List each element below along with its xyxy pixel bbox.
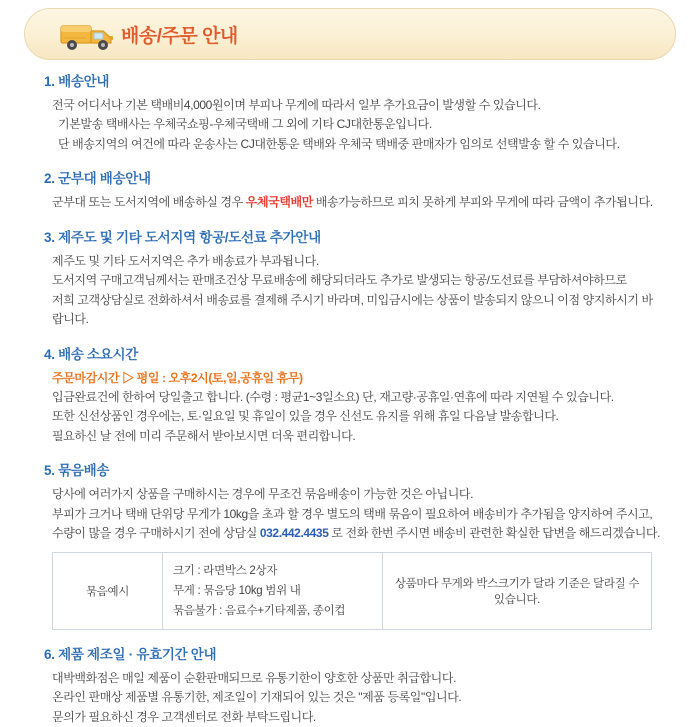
bundle-example-specs [163, 552, 383, 629]
section-line: 입금완료건에 한하여 당일출고 합니다. (수령 : 평균1~3일소요) 단, 재고량·공휴일·연휴에 따라 지연될 수 있습니다. [52, 389, 614, 404]
section-military-shipping [44, 167, 662, 212]
section-line: 필요하신 날 전에 미리 주문해서 받아보시면 더욱 편리합니다. [52, 428, 356, 443]
section-bundle-shipping [44, 459, 662, 630]
spec-line: 무게 : 묶음당 10kg 범위 내 [173, 584, 301, 597]
bundle-example-note: 상품마다 무게와 박스크기가 달라 기준은 달라질 수 있습니다. [394, 577, 640, 606]
bundle-example-table [52, 552, 652, 630]
order-deadline-notice: 주문마감시간 ▷ 평일 : 오후2시(토,일,공휴일 휴무) [52, 370, 303, 385]
section-title: 2. 군부대 배송안내 [44, 171, 151, 187]
section-title: 6. 제품 제조일 · 유효기간 안내 [44, 646, 217, 662]
section-line: 도서지역 구매고객님께서는 판매조건상 무료배송에 해당되더라도 추가로 발생되는 항공/도선료를 부담하셔야하므로 [52, 273, 627, 288]
section-line: 기본발송 택배사는 우체국쇼핑-우체국택배 그 외에 기타 CJ대한통운입니다. [58, 117, 432, 132]
page-header-banner [24, 8, 676, 60]
delivery-truck-icon [59, 18, 119, 54]
table-row [53, 552, 652, 629]
content-area [10, 66, 690, 727]
section-line: 군부대 또는 도서지역에 배송하실 경우 우체국택배만 배송가능하므로 피치 못하게 부피와 무게에 따라 금액이 추가됩니다. [52, 195, 653, 210]
section-title: 1. 배송안내 [44, 74, 110, 89]
section-shipping-info [44, 70, 662, 154]
section-line: 저희 고객상담실로 전화하셔서 배송료를 결제해 주시기 바라며, 미입금시에는 상품이 발송되지 않으니 이점 양지하시기 바랍니다. [52, 292, 653, 327]
section-line: 온라인 판매상 제품별 유통기한, 제조일이 기재되어 있는 것은 "제품 등록일"입니다. [52, 690, 462, 705]
section-title: 4. 배송 소요시간 [44, 346, 139, 362]
customer-service-phone: 032.442.4435 [259, 526, 329, 541]
section-title: 5. 묶음배송 [44, 463, 110, 479]
section-line: 전국 어디서나 기본 택배비4,000원이며 부피나 무게에 따라서 일부 추가요금이 발생할 수 있습니다. [52, 98, 541, 112]
page-title: 배송/주문 안내 [121, 25, 238, 47]
spec-line: 크기 : 라면박스 2상자 [173, 564, 278, 577]
section-line: 제주도 및 기타 도서지역은 추가 배송료가 부과됩니다. [52, 253, 319, 268]
section-line: 단 배송지역의 여건에 따라 운송사는 CJ대한통운 택배와 우체국 택배중 판매자가 임의로 선택발송 할 수 있습니다. [58, 136, 620, 151]
spec-line: 묶음불가 : 음료수+기타제품, 종이컵 [173, 604, 346, 617]
highlight-text: 우체국택배만 [245, 195, 313, 210]
section-line: 대박백화점은 매일 제품이 순환판매되므로 유통기한이 양호한 상품만 취급합니다. [52, 670, 457, 685]
section-line: 수량이 많을 경우 구매하시기 전에 상담실 032.442.4435 로 전화 한번 주시면 배송비 관련한 확실한 답변을 해드리겠습니다. [52, 526, 661, 541]
section-line: 또한 신선상품인 경우에는, 토·일요일 및 휴일이 있을 경우 신선도 유지를 위해 휴일 다음날 발송합니다. [52, 409, 559, 424]
section-jeju-island-surcharge [44, 226, 662, 330]
section-shipping-time [44, 343, 662, 447]
section-line: 부피가 크거나 택배 단위당 무게가 10kg을 초과 할 경우 별도의 택배 묶음이 필요하여 배송비가 추가됨을 양지하여 주시고, [52, 506, 653, 521]
section-line: 당사에 여러가지 상품을 구매하시는 경우에 무조건 묶음배송이 가능한 것은 아닙니다. [52, 487, 474, 502]
section-manufacture-expiry [44, 643, 662, 727]
section-title: 3. 제주도 및 기타 도서지역 항공/도선료 추가안내 [44, 229, 321, 245]
bundle-example-label: 묶음예시 [53, 552, 163, 629]
section-line: 문의가 필요하신 경우 고객센터로 전화 부탁드립니다. [52, 709, 316, 724]
